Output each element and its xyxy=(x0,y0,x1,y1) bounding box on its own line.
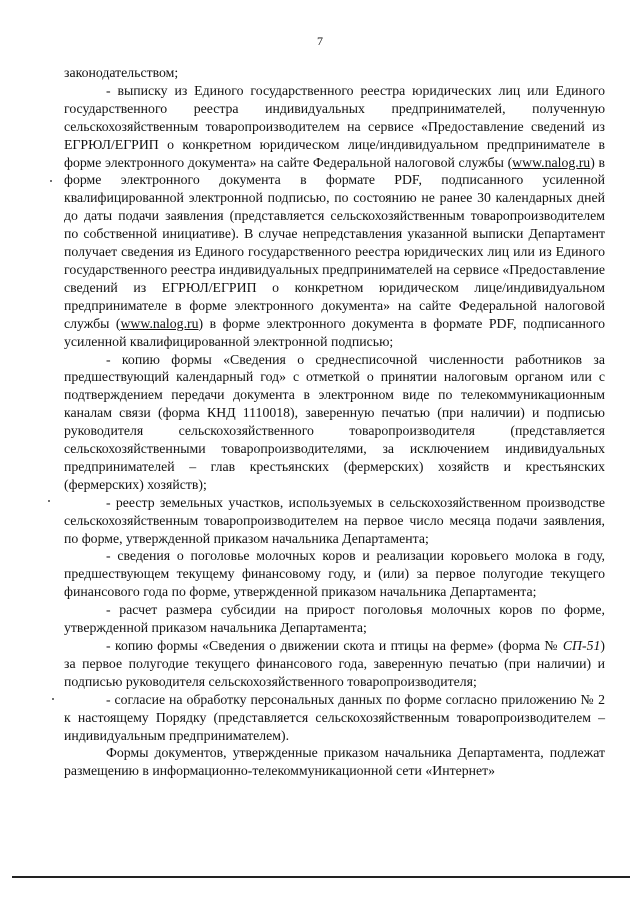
scan-speck xyxy=(48,500,50,502)
page-number: 7 xyxy=(317,34,323,48)
paragraph-text: ) за первое полугодие текущего финансового года, заверенную печатью (при наличии) и подписью руководителя сельскохозяйственного товаропроизводителя; xyxy=(64,638,605,689)
nalog-link[interactable]: www.nalog.ru xyxy=(120,315,199,331)
paragraph-text: - копию формы «Сведения о движении скота и птицы на ферме» (форма № xyxy=(106,638,563,653)
document-body xyxy=(64,64,605,780)
paragraph-egrul-extract xyxy=(64,82,605,351)
scan-speck xyxy=(52,698,54,700)
paragraph-text: ) в форме электронного документа в формате PDF, подписанного усиленной квалифицированной электронной подписью, по состоянию не ранее 30 календарных дней до даты подачи заявления (представляется сельскохозяйственным товаропроизводителем по собственной инициативе). В случае непредставления указанной выписки Департамент получает сведения из Единого государственного реестра юридических лиц или из Единого государственного реестра индивидуальных предпринимателей на сервисе «Предоставление сведений из ЕГРЮЛ/ЕГРИП о конкретном юридическом лице/индивидуальном предпринимателе в форме электронного документа» на сайте Федеральной налоговой службы ( xyxy=(64,154,606,331)
form-code: СП-51 xyxy=(562,638,601,653)
scan-speck xyxy=(50,180,52,182)
paragraph-livestock-form xyxy=(64,637,605,691)
paragraph-headcount-form: - копию формы «Сведения о среднесписочной численности работников за предшествующий календарный год» с отметкой о принятии налоговым органом или с подтверждением передачи документа в электронном виде по телекоммуникационным каналам связи (форма КНД 1110018), заверенную печатью (при наличии) и подписью руководителя сельскохозяйственного товаропроизводителя (представляется сельскохозяйственными товаропроизводителями, за исключением индивидуальных предпринимателей – глав крестьянских (фермерских) хозяйств и крестьянских (фермерских) хозяйств); xyxy=(64,351,605,492)
paragraph-subsidy-calc: - расчет размера субсидии на прирост поголовья молочных коров по форме, утвержденной приказом начальника Департамента; xyxy=(64,602,605,636)
page-bottom-rule xyxy=(12,876,630,878)
paragraph-continuation: законодательством; xyxy=(64,65,179,80)
paragraph-forms-publication: Формы документов, утвержденные приказом начальника Департамента, подлежат размещению в информационно-телекоммуникационной сети «Интернет» xyxy=(64,745,605,779)
nalog-link[interactable]: www.nalog.ru xyxy=(512,154,591,170)
paragraph-text: ) в форме электронного документа в формате PDF, подписанного усиленной квалифицированной электронной подписью; xyxy=(64,315,605,349)
paragraph-cow-stock-info: - сведения о поголовье молочных коров и реализации коровьего молока в году, предшествующем текущему финансовому году, и (или) за первое полугодие текущего финансового года по форме, утвержденной приказом начальника Департамента; xyxy=(64,548,605,600)
paragraph-text: - выписку из Единого государственного реестра юридических лиц или Единого государственного реестра индивидуальных предпринимателей, полученную сельскохозяйственным товаропроизводителем на сервисе «Предоставление сведений из ЕГРЮЛ/ЕГРИП о конкретном юридическом лице/индивидуальном предпринимателе в форме электронного документа» на сайте Федеральной налоговой службы ( xyxy=(64,82,605,170)
paragraph-personal-data-consent: - согласие на обработку персональных данных по форме согласно приложению № 2 к настоящему Порядку (представляется сельскохозяйственным товаропроизводителем – индивидуальным предпринимателем). xyxy=(64,691,605,743)
paragraph-land-registry: - реестр земельных участков, используемых в сельскохозяйственном производстве сельскохозяйственным товаропроизводителем на первое число месяца подачи заявления, по форме, утвержденной приказом начальника Департамента; xyxy=(64,494,605,546)
